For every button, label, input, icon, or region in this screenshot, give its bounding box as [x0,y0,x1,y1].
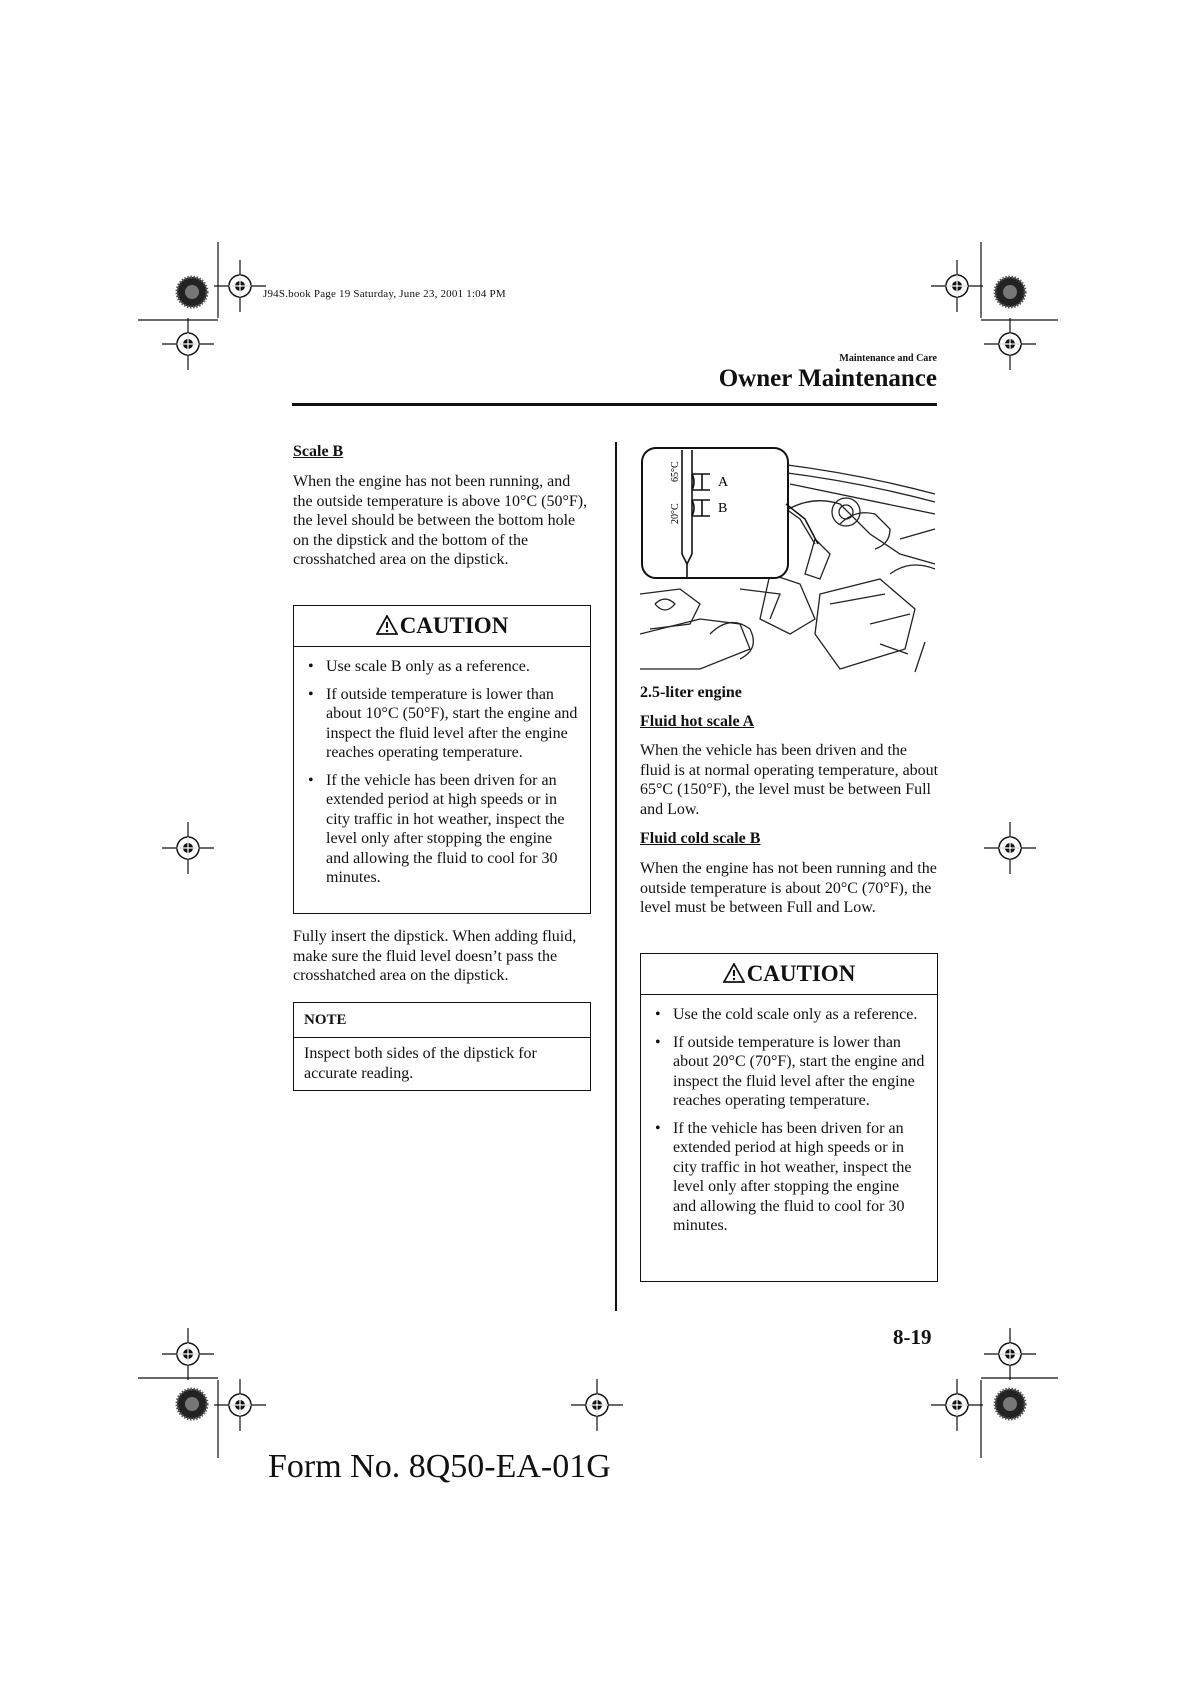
note-text: Inspect both sides of the dipstick for accurate reading. [304,1045,537,1082]
caution-item: • If outside temperature is lower than about 20°C (70°F), start the engine and inspect the fluid level after the engine reaches operating temperature. [651,1033,925,1111]
form-number: Form No. 8Q50-EA-01G [268,1448,611,1485]
caution-item: • If the vehicle has been driven for an extended period at high speeds or in city traffic in hot weather, inspect the level only after stopping the engine and allowing the fluid to cool for 30 minutes. [651,1119,925,1236]
caution-header-right [641,954,937,995]
page-title: Owner Maintenance [718,365,937,392]
caution-box-right [640,953,938,1282]
scale-b-label: B [718,501,728,516]
caution-header-left [294,606,590,647]
caution-box-left [293,605,591,914]
warning-triangle-icon [723,963,745,983]
caution-label-right: CAUTION [746,961,856,986]
temp-hot-label: 65°C [670,461,681,482]
cold-scale-text: When the engine has not been running and the outside temperature is about 20°C (70°F), the level must be between Full and Low. [640,860,937,916]
engine-heading: 2.5-liter engine [640,684,742,701]
title-rule [292,403,937,406]
scale-b-text: When the engine has not been running, and the outside temperature is above 10°C (50°F), the level should be between the bottom hole on the dipstick and the bottom of the crosshatched area on the dipstick. [293,473,588,568]
warning-triangle-icon [376,615,398,635]
temp-cold-label: 20°C [670,503,681,524]
caution-item: • If the vehicle has been driven for an extended period at high speeds or in city traffic in hot weather, inspect the level only after stopping the engine and allowing the fluid to cool for 30 minutes. [304,771,578,888]
caution-label-left: CAUTION [399,613,509,638]
note-box [293,1002,591,1091]
hot-scale-text: When the vehicle has been driven and the fluid is at normal operating temperature, about 65°C (150°F), the level must be between Full and Low. [640,742,939,818]
note-label: NOTE [294,1003,590,1038]
book-slug: J94S.book Page 19 Saturday, June 23, 2001 1:04 PM [263,288,506,300]
page-number: 8-19 [893,1325,932,1349]
scale-a-label: A [718,475,729,490]
caution-item: • Use the cold scale only as a reference. [651,1005,925,1025]
scale-b-heading: Scale B [293,443,344,460]
column-divider [615,442,617,1311]
caution-item: • If outside temperature is lower than about 10°C (50°F), start the engine and inspect the fluid level after the engine reaches operating temperature. [304,685,578,763]
section-label: Maintenance and Care [839,353,937,364]
caution-item: • Use scale B only as a reference. [304,657,578,677]
engine-dipstick-figure [640,444,938,674]
hot-scale-heading: Fluid hot scale A [640,713,755,730]
insert-dipstick-text: Fully insert the dipstick. When adding fluid, make sure the fluid level doesn’t pass the crosshatched area on the dipstick. [293,928,577,984]
cold-scale-heading: Fluid cold scale B [640,830,761,847]
